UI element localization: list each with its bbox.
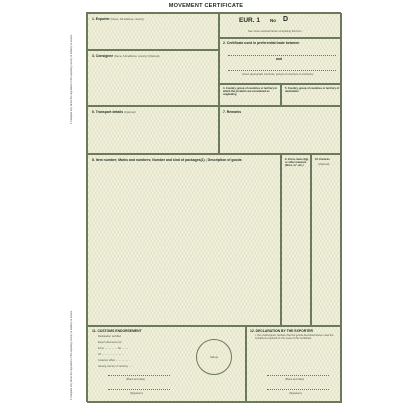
box-consignee[interactable] (87, 50, 219, 106)
declaration-label: 12. DECLARATION BY THE EXPORTER (250, 329, 313, 333)
box-gross-mass[interactable] (281, 154, 311, 326)
declaration-signature: (Signature) (289, 392, 302, 395)
side-note-bottom: 2 Complete only where the regulations of the exporting country or territory so require (70, 310, 73, 400)
consignee-label: 3. Consignee (92, 54, 114, 58)
consignee-hint: (Name, full address, country) (Optional) (114, 55, 160, 58)
box-origin-country[interactable] (219, 84, 281, 106)
customs-signature: (Signature) (130, 392, 143, 395)
invoices-label: 10. Invoices (315, 158, 330, 161)
eur1-label: EUR. 1 (239, 17, 260, 24)
customs-line-5: Customs office ................... (98, 359, 130, 362)
box-goods-description[interactable] (87, 154, 281, 326)
serial-letter: D (283, 16, 289, 23)
trade-hint: (Insert appropriate countries, groups of countries or territories) (242, 73, 314, 76)
remarks-label: 7. Remarks (223, 110, 242, 114)
customs-label: 11. CUSTOMS ENDORSEMENT (92, 329, 142, 333)
destination-label: 5. Country, group of countries or territory of destination (285, 87, 340, 94)
side-note-top: 2 Complete only where the regulations of the exporting country or territory so require (70, 34, 73, 124)
box-destination-country[interactable] (281, 84, 342, 106)
exporter-hint: (Name, full address, country) (110, 18, 144, 21)
customs-line-4: Of ............................... (98, 353, 124, 356)
transport-hint: (Optional) (124, 111, 136, 114)
trade-and: and (276, 57, 283, 61)
document-title: MOVEMENT CERTIFICATE (168, 3, 244, 9)
box-transport-details[interactable] (87, 106, 219, 154)
declaration-text: I, the undersigned, declare that the goods described above meet the conditions required for the issue of this certificate. (255, 334, 334, 341)
box-exporter-declaration[interactable] (246, 326, 342, 403)
customs-line-1: Declaration certified (98, 335, 121, 338)
box-remarks[interactable] (219, 106, 342, 154)
gross-mass-label: 9. Gross mass (kg) or other measure (litres, m³, etc.) (285, 158, 309, 168)
box-exporter[interactable] (87, 13, 219, 50)
overleaf-note: See notes overleaf before completing this form. (248, 30, 303, 33)
declaration-place-date: (Place and date) (285, 378, 305, 381)
goods-label: 8. Item number; Marks and numbers; Number and kind of packages(1) ; Description of goods (92, 158, 242, 162)
stamp-text: Stamp (209, 355, 219, 359)
box-header (219, 13, 342, 38)
origin-label: 4. Country, group of countries or territory in which the products are considered as originating (223, 87, 277, 97)
box-preferential-trade[interactable] (219, 38, 342, 84)
transport-label: 6. Transport details (92, 110, 124, 114)
customs-line-6: Issuing country or territory ...... (98, 365, 134, 368)
trade-label: 2. Certificate used in preferential trade between (223, 41, 300, 45)
customs-stamp-circle (196, 339, 232, 375)
customs-place-date: (Place and date) (126, 378, 146, 381)
customs-line-3: Form ................. No .......... (98, 347, 129, 350)
exporter-label: 1. Exporter (92, 17, 110, 21)
box-invoices[interactable] (311, 154, 342, 326)
customs-line-2: Export document (2) (98, 341, 122, 344)
number-label: No (270, 18, 276, 23)
invoices-hint: (Optional) (318, 163, 330, 166)
